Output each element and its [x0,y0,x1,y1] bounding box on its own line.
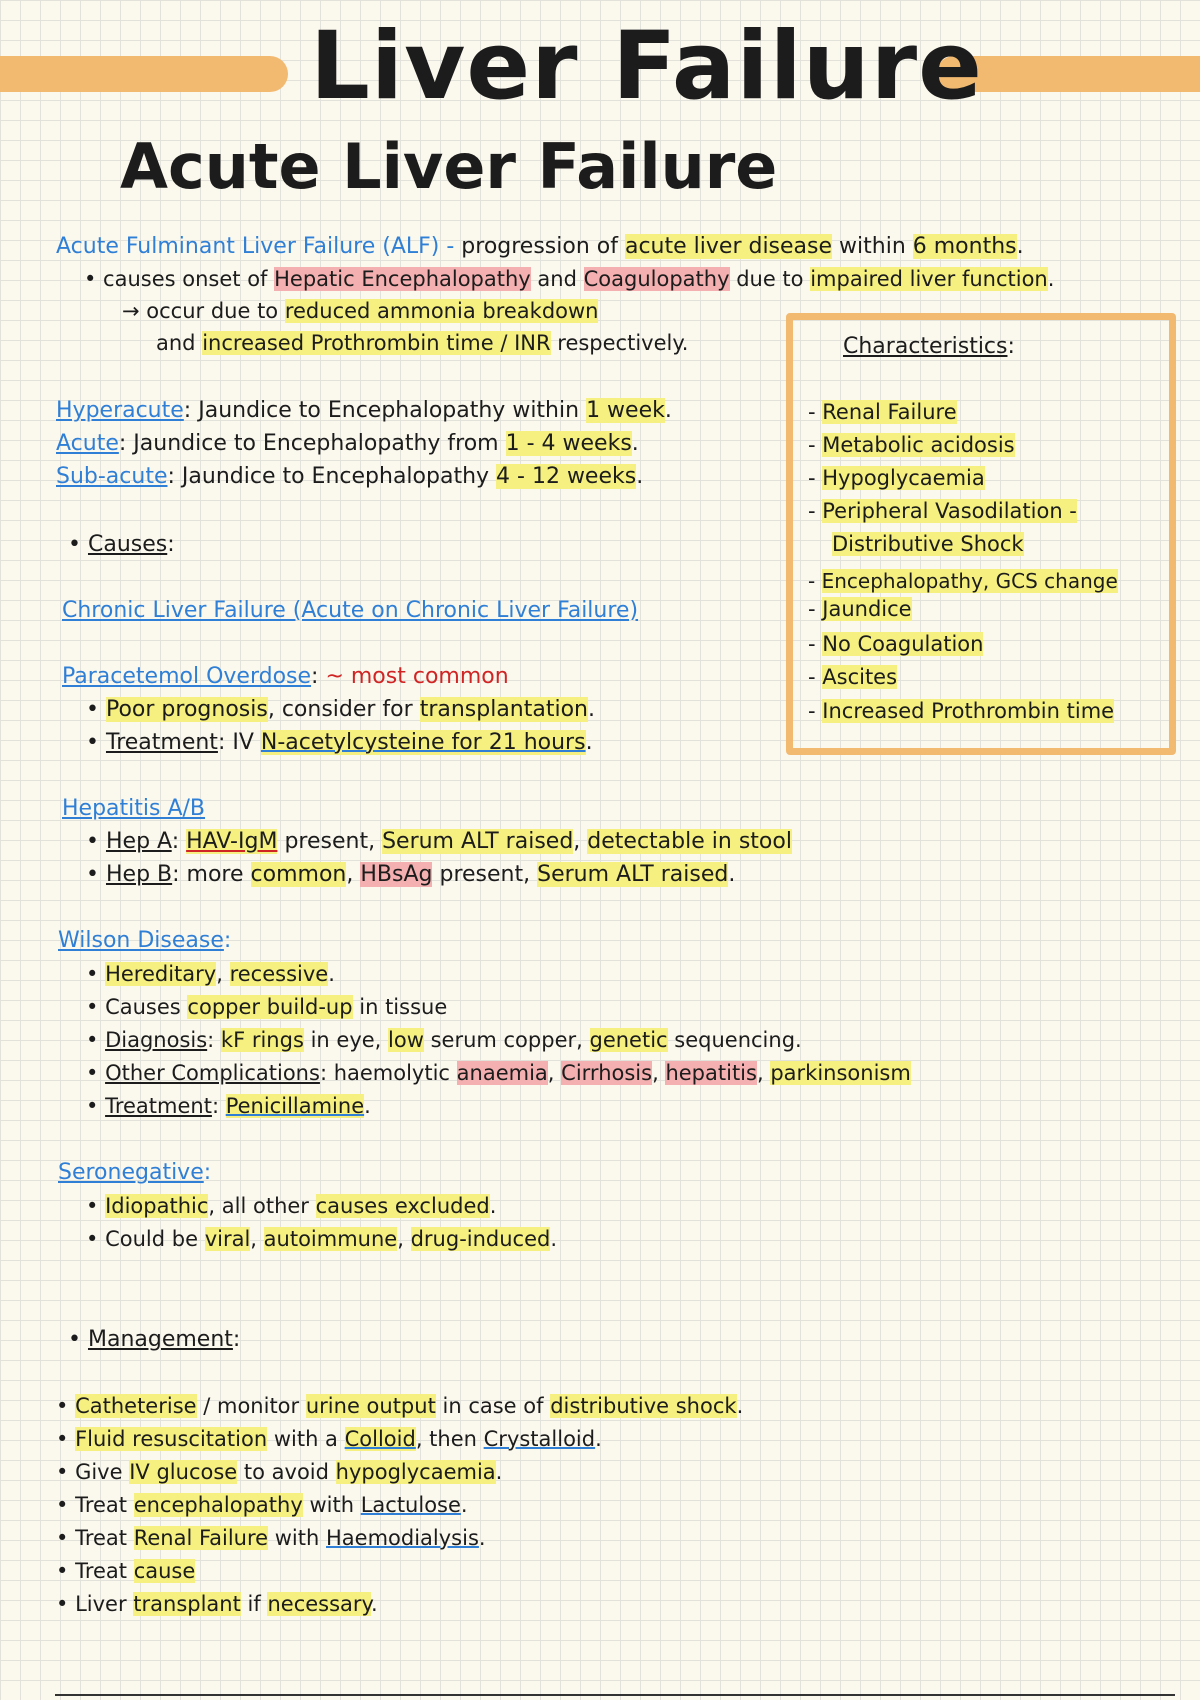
characteristics-heading: Characteristics: [843,334,1015,359]
characteristic-item: - Metabolic acidosis [808,433,1015,457]
management-item: • Catheterise / monitor urine output in case of distributive shock. [56,1394,744,1418]
bullet-icon: • [56,1526,69,1550]
characteristic-item: - Encephalopathy, GCS change [808,569,1118,593]
characteristic-item: - Increased Prothrombin time [808,699,1115,723]
bullet-icon: • [56,1493,69,1517]
characteristic-item: - Hypoglycaemia [808,466,985,490]
bullet-icon: • [56,1559,69,1583]
wilson-heading: Wilson Disease: [58,928,232,953]
characteristic-item: Distributive Shock [832,532,1024,556]
seronegative-idiopathic: • Idiopathic, all other causes excluded. [86,1194,497,1218]
bullet-icon: • [68,532,81,557]
characteristic-item: - No Coagulation [808,632,984,656]
type-hyperacute: Hyperacute: Jaundice to Encephalopathy within 1 week. [56,398,672,423]
wilson-diagnosis: • Diagnosis: kF rings in eye, low serum copper, genetic sequencing. [86,1028,802,1052]
paracetamol-prognosis: • Poor prognosis, consider for transplantation. [86,697,595,722]
hep-a: • Hep A: HAV-IgM present, Serum ALT raised, detectable in stool [86,829,792,854]
alf-and: and increased Prothrombin time / INR respectively. [156,331,689,355]
bullet-icon: • [86,995,99,1019]
paracetamol-treatment: • Treatment: IV N-acetylcysteine for 21 hours. [86,730,593,755]
bullet-icon: • [56,1427,69,1451]
title-bar-left [0,56,288,92]
bullet-icon: • [86,1061,99,1085]
alf-causes: • causes onset of Hepatic Encephalopathy and Coagulopathy due to impaired liver function. [84,267,1055,291]
wilson-complications: • Other Complications: haemolytic anaemia, Cirrhosis, hepatitis, parkinsonism [86,1061,911,1085]
bullet-icon: • [56,1394,69,1418]
bullet-icon: • [56,1460,69,1484]
alf-definition: Acute Fulminant Liver Failure (ALF) - progression of acute liver disease within 6 months. [56,234,1024,259]
management-item: • Treat encephalopathy with Lactulose. [56,1493,468,1517]
management-heading: • Management: [68,1327,241,1352]
bullet-icon: • [86,697,99,722]
characteristic-item: - Peripheral Vasodilation - [808,499,1077,523]
type-subacute: Sub-acute: Jaundice to Encephalopathy 4 - 12 weeks. [56,464,644,489]
bullet-icon: • [56,1592,69,1616]
bullet-icon: • [86,1028,99,1052]
bullet-icon: • [86,1227,99,1251]
seronegative-could-be: • Could be viral, autoimmune, drug-induced. [86,1227,558,1251]
management-item: • Give IV glucose to avoid hypoglycaemia. [56,1460,503,1484]
type-acute: Acute: Jaundice to Encephalopathy from 1 - 4 weeks. [56,431,639,456]
bullet-icon: • [86,1194,99,1218]
bullet-icon: • [86,829,99,854]
causes-heading: • Causes: [68,532,175,557]
wilson-treatment: • Treatment: Penicillamine. [86,1094,371,1118]
bullet-icon: • [86,862,99,887]
section-title: Acute Liver Failure [120,130,778,203]
hep-b: • Hep B: more common, HBsAg present, Serum ALT raised. [86,862,736,887]
alf-term: Acute Fulminant Liver Failure (ALF) - [56,234,455,259]
page-title: Liver Failure [310,12,983,121]
paracetamol-heading: Paracetemol Overdose: ~ most common [62,664,509,689]
characteristic-item: - Ascites [808,665,898,689]
bullet-icon: • [86,1094,99,1118]
chronic-liver-failure: Chronic Liver Failure (Acute on Chronic Liver Failure) [62,598,639,623]
wilson-hereditary: • Hereditary, recessive. [86,962,335,986]
page-bottom-rule [55,1694,1175,1696]
seronegative-heading: Seronegative: [58,1160,212,1185]
characteristic-item: - Jaundice [808,597,912,621]
characteristic-item: - Renal Failure [808,400,957,424]
management-item: • Treat Renal Failure with Haemodialysis. [56,1526,486,1550]
bullet-icon: • [86,730,99,755]
management-item: • Liver transplant if necessary. [56,1592,378,1616]
management-item: • Fluid resuscitation with a Colloid, then Crystalloid. [56,1427,602,1451]
bullet-icon: • [68,1327,81,1352]
management-item: • Treat cause [56,1559,196,1583]
bullet-icon: • [86,962,99,986]
hepatitis-heading: Hepatitis A/B [62,796,206,821]
wilson-copper: • Causes copper build-up in tissue [86,995,448,1019]
alf-occur: → occur due to reduced ammonia breakdown [122,299,599,323]
